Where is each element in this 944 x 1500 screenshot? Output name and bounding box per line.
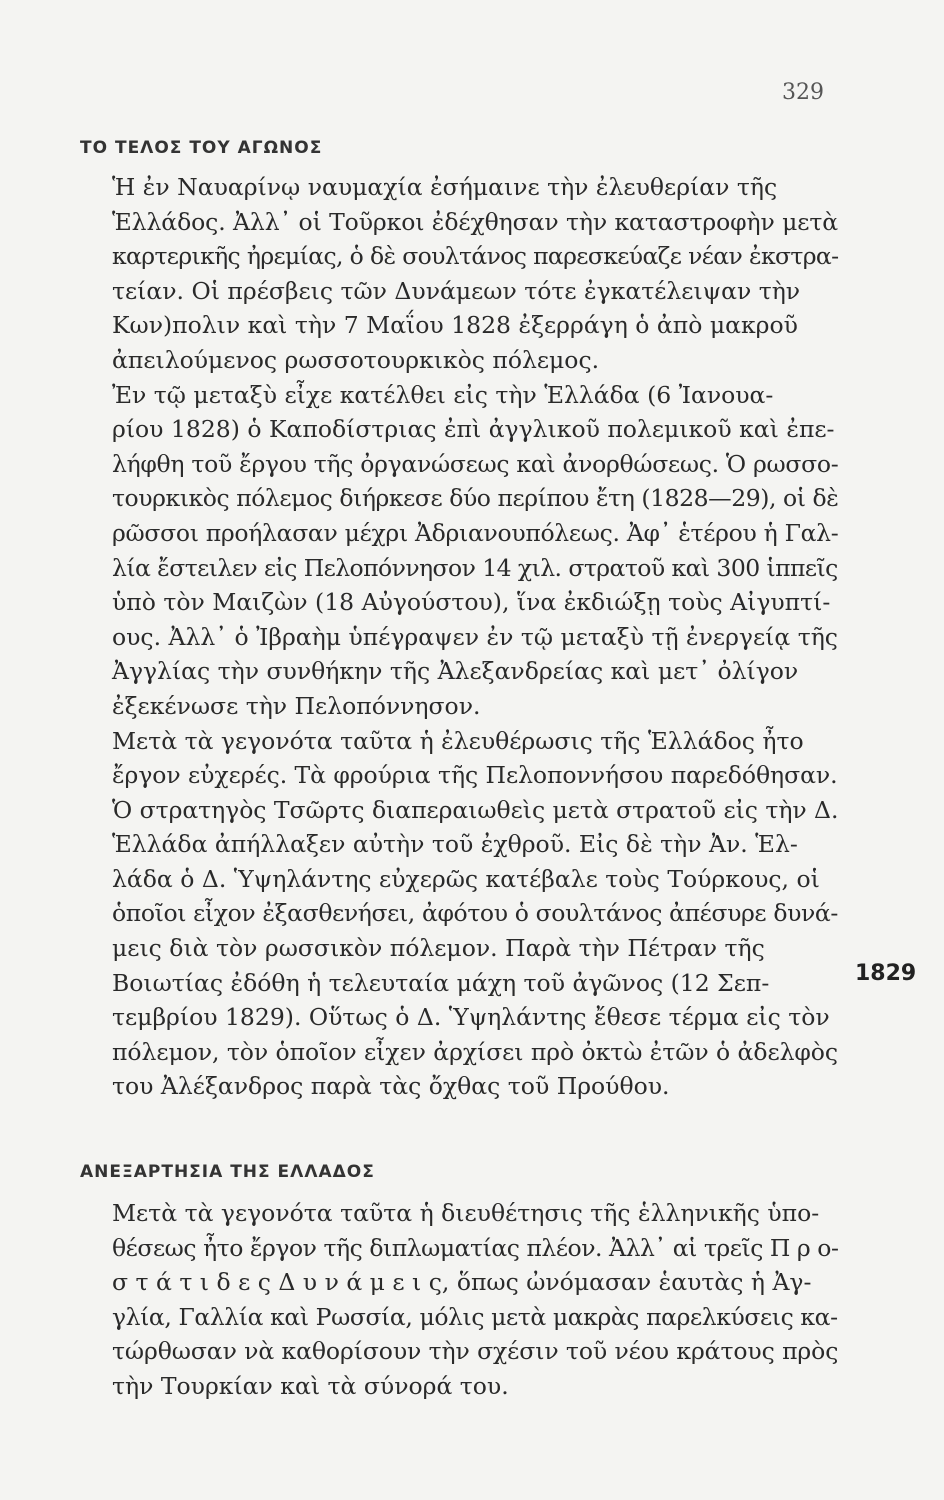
text-line: ὑπὸ τὸν Μαιζὼν (18 Αὐγούστου), ἵνα ἐκδιώξῃ τοὺς Αἰγυπτί- (112, 588, 831, 617)
text-line: ὁποῖοι εἶχον ἐξασθενήσει, ἀφότου ὁ σουλτάνος ἀπέσυρε δυνά- (112, 899, 838, 928)
text-line: τώρθωσαν νὰ καθορίσουν τὴν σχέσιν τοῦ νέου κράτους πρὸς (112, 1337, 839, 1366)
page-number: 329 (782, 80, 824, 105)
text-line: ἔργον εὐχερές. Τὰ φρούρια τῆς Πελοποννήσου παρεδόθησαν. (112, 761, 838, 790)
text-line: γλία, Γαλλία καὶ Ρωσσία, μόλις μετὰ μακρὰς παρελκύσεις κα- (112, 1302, 838, 1331)
paragraph-1 (80, 170, 838, 378)
text-line: Ἐν τῷ μεταξὺ εἶχε κατέλθει εἰς τὴν Ἑλλάδα (6 Ἰανουα- (112, 380, 774, 409)
text-line: Κων)πολιν καὶ τὴν 7 Μαΐου 1828 ἐξερράγη ὁ ἀπὸ μακροῦ (112, 311, 798, 340)
text-line: ους. Ἀλλ᾽ ὁ Ἰβραὴμ ὑπέγραψεν ἐν τῷ μεταξὺ τῇ ἐνεργείᾳ τῆς (112, 622, 838, 651)
text-line: ρῶσσοι προήλασαν μέχρι Ἀδριανουπόλεως. Ἀφ᾽ ἑτέρου ἡ Γαλ- (112, 518, 839, 547)
text-line: του Ἀλέξανδρος παρὰ τὰς ὄχθας τοῦ Προύθου. (112, 1072, 670, 1101)
paragraph-3 (80, 724, 838, 1105)
paragraph-4 (80, 1196, 838, 1404)
text-line: Ἀγγλίας τὴν συνθήκην τῆς Ἀλεξανδρείας καὶ μετ᾽ ὀλίγον (112, 657, 799, 686)
text-line: Μετὰ τὰ γεγονότα ταῦτα ἡ διευθέτησις τῆς ἑλληνικῆς ὑπο- (112, 1199, 820, 1227)
text-line: πόλεμον, τὸν ὁποῖον εἶχεν ἀρχίσει πρὸ ὀκτὼ ἐτῶν ὁ ἀδελφὸς (112, 1037, 839, 1066)
text-line: θέσεως ἦτο ἔργον τῆς διπλωματίας πλέον. Ἀλλ᾽ αἱ τρεῖς Π ρ ο- (112, 1233, 839, 1262)
text-line: Ἡ ἐν Ναυαρίνῳ ναυμαχία ἐσήμαινε τὴν ἐλευθερίαν τῆς (112, 173, 778, 201)
text-line: Βοιωτίας ἐδόθη ἡ τελευταία μάχη τοῦ ἀγῶνος (12 Σεπ- (112, 968, 770, 997)
section-text (80, 1196, 838, 1404)
section-heading: ΑΝΕΞΑΡΤΗΣΙΑ ΤΗΣ ΕΛΛΑΔΟΣ (80, 1162, 375, 1182)
main-text (80, 170, 838, 1104)
text-line: καρτερικῆς ἠρεμίας, ὁ δὲ σουλτάνος παρεσκεύαζε νέαν ἐκστρα- (112, 242, 839, 271)
text-line: ἐξεκένωσε τὴν Πελοπόννησον. (112, 691, 481, 720)
text-line: λάδα ὁ Δ. Ὑψηλάντης εὐχερῶς κατέβαλε τοὺς Τούρκους, οἱ (112, 864, 820, 893)
text-line: σ τ ά τ ι δ ε ς Δ υ ν ά μ ε ι ς, ὅπως ὠνόμασαν ἑαυτὰς ἡ Ἀγ- (112, 1268, 812, 1297)
text-line: λήφθη τοῦ ἔργου τῆς ὀργανώσεως καὶ ἀνορθώσεως. Ὁ ρωσσο- (112, 449, 839, 478)
paragraph-2 (80, 378, 838, 724)
text-line: μεις διὰ τὸν ρωσσικὸν πόλεμον. Παρὰ τὴν Πέτραν τῆς (112, 934, 765, 963)
text-line: τὴν Τουρκίαν καὶ τὰ σύνορά του. (112, 1371, 509, 1400)
text-line: τείαν. Οἱ πρέσβεις τῶν Δυνάμεων τότε ἐγκατέλειψαν τὴν (112, 276, 801, 305)
text-line: ρίου 1828) ὁ Καποδίστριας ἐπὶ ἀγγλικοῦ πολεμικοῦ καὶ ἐπε- (112, 415, 835, 444)
text-line: ἀπειλούμενος ρωσσοτουρκικὸς πόλεμος. (112, 345, 600, 374)
running-head: ΤΟ ΤΕΛΟΣ ΤΟΥ ΑΓΩΝΟΣ (80, 138, 323, 158)
margin-year: 1829 (855, 961, 917, 986)
text-line: Ἑλλάδος. Ἀλλ᾽ οἱ Τοῦρκοι ἐδέχθησαν τὴν καταστροφὴν μετὰ (112, 207, 839, 236)
text-line: τεμβρίου 1829). Οὕτως ὁ Δ. Ὑψηλάντης ἔθεσε τέρμα εἰς τὸν (112, 1003, 830, 1032)
text-line: Μετὰ τὰ γεγονότα ταῦτα ἡ ἐλευθέρωσις τῆς Ἑλλάδος ἦτο (112, 726, 804, 755)
text-line: λία ἔστειλεν εἰς Πελοπόννησον 14 χιλ. στρατοῦ καὶ 300 ἱππεῖς (112, 553, 838, 582)
text-line: Ὁ στρατηγὸς Τσῶρτς διαπεραιωθεὶς μετὰ στρατοῦ εἰς τὴν Δ. (112, 795, 839, 824)
text-line: τουρκικὸς πόλεμος διήρκεσε δύο περίπου ἔτη (1828—29), οἱ δὲ (112, 484, 839, 513)
text-line: Ἑλλάδα ἀπήλλαξεν αὐτὴν τοῦ ἐχθροῦ. Εἰς δὲ τὴν Ἀν. Ἑλ- (112, 830, 798, 859)
